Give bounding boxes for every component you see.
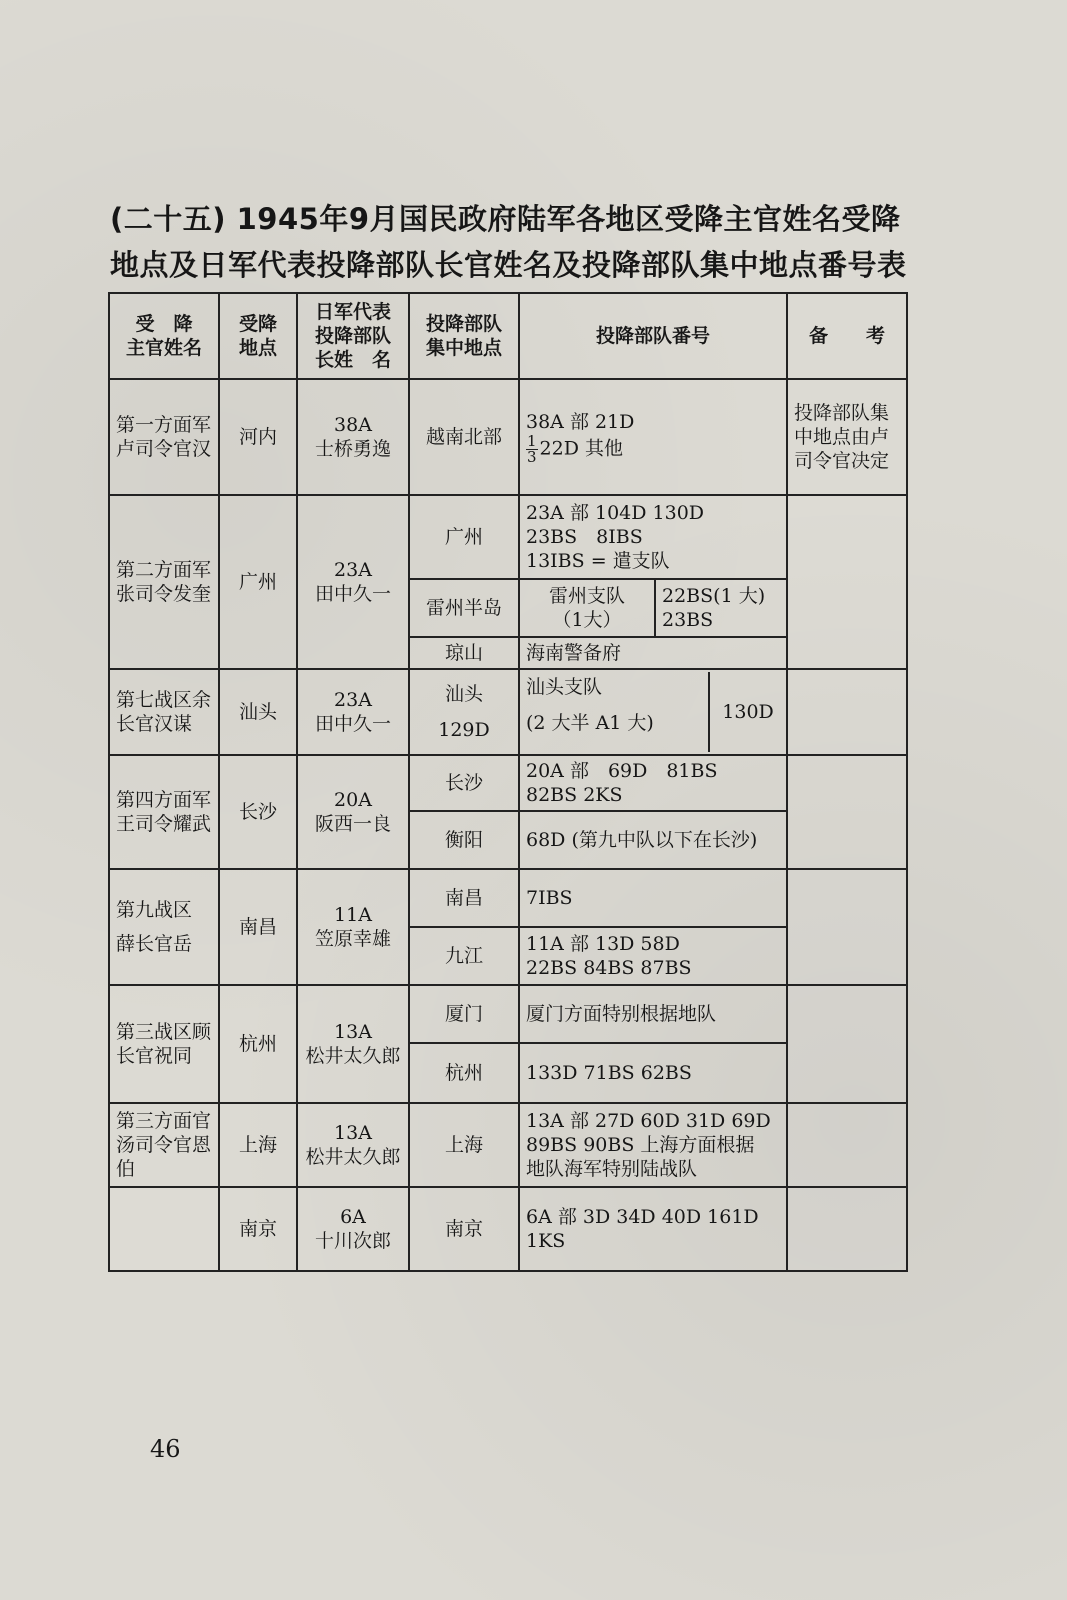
jp-rep-cell (297, 495, 409, 669)
units-line: 23BS (662, 609, 714, 631)
gather-cell (409, 669, 519, 755)
jp-army: 11A (334, 904, 372, 926)
units-text: 22D 其他 (539, 437, 623, 459)
gather-cell: 衡阳 (409, 811, 519, 869)
units-main (520, 672, 708, 752)
remarks-cell (787, 495, 907, 669)
place-cell: 广州 (219, 495, 297, 669)
gather-cell: 南京 (409, 1187, 519, 1271)
remarks-cell (787, 1103, 907, 1187)
units-line: （1大） (552, 609, 622, 631)
jp-rep-cell (297, 1187, 409, 1271)
remarks-cell: 投降部队集中地点由卢司令官决定 (787, 379, 907, 495)
officer-cell: 第一方面军卢司令官汉 (109, 379, 219, 495)
jp-army: 23A (334, 559, 372, 581)
units-line: 地队海军特别陆战队 (526, 1158, 698, 1180)
officer-cell: 第四方面军王司令耀武 (109, 755, 219, 869)
jp-name: 阪西一良 (314, 813, 391, 835)
jp-army: 6A (340, 1206, 366, 1228)
officer-cell (109, 1187, 219, 1271)
jp-rep-cell (297, 985, 409, 1103)
units-line: 23BS 8IBS (526, 526, 643, 548)
place-cell: 南昌 (219, 869, 297, 985)
units-line: 13A 部 27D 60D 31D 69D (526, 1110, 771, 1132)
remarks-cell (787, 985, 907, 1103)
gather-cell: 长沙 (409, 755, 519, 811)
jp-name: 松井太久郎 (305, 1045, 401, 1067)
units-line: (2 大半 A1 大) (526, 712, 654, 734)
remarks-cell (787, 869, 907, 985)
table-row (109, 755, 907, 811)
gather-cell: 上海 (409, 1103, 519, 1187)
remarks-cell (787, 755, 907, 869)
units-line: 汕头支队 (526, 676, 603, 698)
gather-line: 汕头 (444, 683, 483, 705)
units-cell (655, 579, 787, 637)
gather-cell: 杭州 (409, 1043, 519, 1103)
gather-cell: 南昌 (409, 869, 519, 927)
units-line: 1KS (526, 1230, 566, 1252)
gather-line: 129D (438, 719, 490, 741)
table-row (109, 1103, 907, 1187)
place-cell: 汕头 (219, 669, 297, 755)
jp-army: 13A (334, 1122, 372, 1144)
units-line: 23A 部 104D 130D (526, 502, 705, 524)
units-split (520, 672, 786, 752)
officer-cell: 第三方面官汤司令官恩伯 (109, 1103, 219, 1187)
title-line-1: (二十五) 1945年9月国民政府陆军各地区受降主官姓名受降 (110, 202, 901, 236)
gather-cell: 雷州半岛 (409, 579, 519, 637)
jp-army: 13A (334, 1021, 372, 1043)
jp-rep-cell (297, 755, 409, 869)
units-line: 22BS 84BS 87BS (526, 957, 692, 979)
place-cell: 长沙 (219, 755, 297, 869)
units-side: 130D (708, 672, 786, 752)
gather-cell: 九江 (409, 927, 519, 985)
jp-name: 松井太久郎 (305, 1146, 401, 1168)
header-remarks: 备 考 (787, 293, 907, 379)
units-cell: 厦门方面特别根据地队 (519, 985, 787, 1043)
jp-army: 23A (334, 689, 372, 711)
units-cell (519, 1187, 787, 1271)
table-row (109, 869, 907, 927)
units-cell (519, 495, 787, 579)
jp-name: 田中久一 (314, 583, 391, 605)
table-title (110, 196, 970, 288)
page-number: 46 (150, 1435, 181, 1463)
table-row (109, 985, 907, 1043)
units-cell (519, 1103, 787, 1187)
officer-cell (109, 869, 219, 985)
officer-cell: 第七战区余长官汉谋 (109, 669, 219, 755)
units-line: 22BS(1 大) (662, 585, 766, 607)
officer-line: 薛长官岳 (116, 933, 193, 955)
units-line: 82BS 2KS (526, 784, 623, 806)
jp-name: 士桥勇逸 (314, 438, 391, 460)
units-line: 20A 部 69D 81BS (526, 760, 718, 782)
units-cell (519, 669, 787, 755)
table-row (109, 379, 907, 495)
surrender-table (108, 292, 908, 1272)
jp-name: 田中久一 (314, 713, 391, 735)
units-line: 雷州支队 (548, 585, 625, 607)
officer-line: 第九战区 (116, 899, 193, 921)
units-cell: 7IBS (519, 869, 787, 927)
header-units: 投降部队番号 (519, 293, 787, 379)
jp-rep-cell (297, 669, 409, 755)
units-cell (519, 755, 787, 811)
place-cell: 上海 (219, 1103, 297, 1187)
units-line (526, 431, 780, 466)
table-row (109, 669, 907, 755)
table-row (109, 495, 907, 579)
units-line: 6A 部 3D 34D 40D 161D (526, 1206, 759, 1228)
remarks-cell (787, 1187, 907, 1271)
fraction-numerator: 1 (527, 431, 537, 450)
header-place: 受降 地点 (219, 293, 297, 379)
place-cell: 河内 (219, 379, 297, 495)
jp-name: 十川次郎 (314, 1230, 391, 1252)
units-cell (519, 379, 787, 495)
header-officer: 受 降 主官姓名 (109, 293, 219, 379)
header-row (109, 293, 907, 379)
place-cell: 杭州 (219, 985, 297, 1103)
units-cell: 68D (第九中队以下在长沙) (519, 811, 787, 869)
units-line: 11A 部 13D 58D (526, 933, 680, 955)
remarks-cell (787, 669, 907, 755)
units-line: 38A 部 21D (526, 410, 635, 433)
header-gather: 投降部队 集中地点 (409, 293, 519, 379)
jp-name: 笠原幸雄 (314, 928, 391, 950)
gather-cell: 厦门 (409, 985, 519, 1043)
units-line: 89BS 90BS 上海方面根据 (526, 1134, 755, 1156)
gather-cell: 广州 (409, 495, 519, 579)
table-row (109, 1187, 907, 1271)
jp-army: 38A (334, 414, 372, 436)
title-line-2: 地点及日军代表投降部队长官姓名及投降部队集中地点番号表 (110, 248, 907, 282)
header-jp-rep: 日军代表 投降部队 长姓 名 (297, 293, 409, 379)
officer-cell: 第三战区顾长官祝同 (109, 985, 219, 1103)
place-cell: 南京 (219, 1187, 297, 1271)
jp-rep-cell (297, 379, 409, 495)
units-line: 13IBS = 遣支队 (526, 550, 670, 572)
units-cell: 133D 71BS 62BS (519, 1043, 787, 1103)
units-cell: 海南警备府 (519, 637, 787, 669)
jp-army: 20A (334, 789, 372, 811)
jp-rep-cell (297, 869, 409, 985)
fraction-denominator: 3 (527, 447, 537, 466)
gather-cell: 琼山 (409, 637, 519, 669)
units-cell (519, 927, 787, 985)
units-cell (519, 579, 655, 637)
jp-rep-cell (297, 1103, 409, 1187)
officer-cell: 第二方面军张司令发奎 (109, 495, 219, 669)
fraction (526, 431, 538, 466)
gather-cell: 越南北部 (409, 379, 519, 495)
